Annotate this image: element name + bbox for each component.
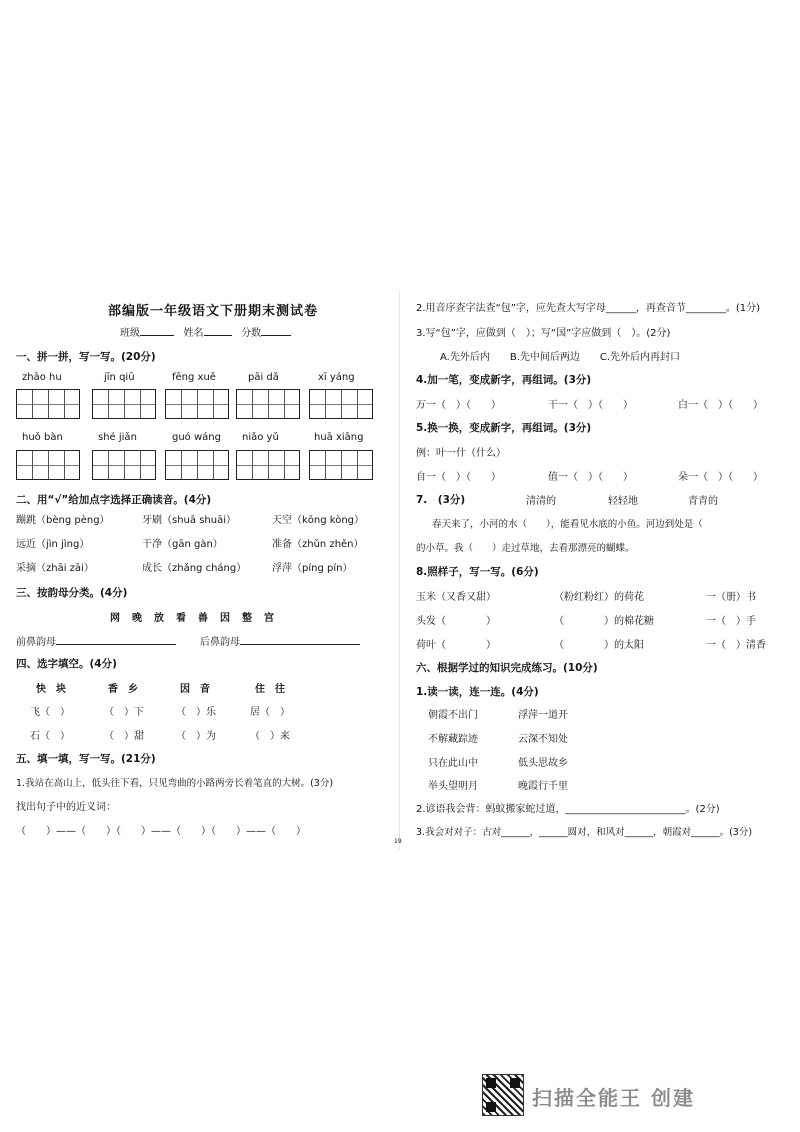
back-nasal-blank[interactable] [240, 634, 360, 645]
name-blank[interactable] [204, 325, 232, 336]
fill-item[interactable]: （ ）乐 [176, 707, 216, 718]
match-right[interactable]: 低头思故乡 [518, 758, 568, 769]
writing-box[interactable] [165, 450, 229, 480]
pinyin-6: huǒ bàn [22, 432, 63, 443]
pinyin-1: zhāo hu [22, 372, 62, 383]
pinyin-2: jīn qiū [104, 372, 135, 383]
fill-item[interactable]: （ ）下 [104, 707, 144, 718]
class-blank[interactable] [140, 325, 174, 336]
q7-sentence-2[interactable]: 的小草。我（ ）走过草地，去看那漂亮的蝴蝶。 [416, 543, 635, 554]
student-info [120, 324, 291, 339]
pinyin-8: guó wáng [172, 432, 221, 443]
s6-question-3[interactable]: 3.我会对对子：古对______，______圆对，和风对______，朝霞对______。(3分) [416, 827, 753, 838]
section-6-heading: 六、根据学过的知识完成练习。(10分) [416, 662, 598, 674]
section-1-heading: 一、拼一拼，写一写。(20分) [16, 351, 156, 363]
reading-option[interactable]: 蹦跳（bèng pèng） [16, 515, 110, 526]
q7-word: 轻轻地 [608, 496, 638, 507]
writing-box[interactable] [16, 389, 80, 419]
back-nasal-label: 后鼻韵母 [200, 637, 240, 648]
match-right[interactable]: 云深不知处 [518, 734, 568, 745]
fill-item[interactable]: 石（ ） [30, 731, 70, 742]
q8-cell: 一（册）书 [706, 592, 756, 603]
pinyin-3: fēng xuě [172, 372, 216, 383]
front-nasal-label: 前鼻韵母 [16, 637, 56, 648]
match-left[interactable]: 朝霞不出门 [428, 710, 478, 721]
writing-box[interactable] [165, 389, 229, 419]
match-right[interactable]: 晚霞行千里 [518, 781, 568, 792]
front-nasal-blank[interactable] [56, 634, 176, 645]
fill-item[interactable]: （ ）为 [176, 731, 216, 742]
q5-item[interactable]: 值一（ ）（ ） [548, 472, 633, 483]
pinyin-4: pāi dǎ [248, 372, 279, 383]
char-pair: 因 音 [180, 684, 210, 695]
reading-option[interactable]: 天空（kōng kòng） [272, 515, 365, 526]
section-5-heading: 五、填一填，写一写。(21分) [16, 753, 156, 765]
s5-question-1: 1.我站在高山上，低头往下看，只见弯曲的小路两旁长着笔直的大树。(3分) [16, 778, 334, 789]
qr-code [482, 1074, 524, 1116]
q5-item[interactable]: 朵一（ ）（ ） [678, 472, 763, 483]
synonym-blanks[interactable]: （ ）——（ ）（ ）——（ ）（ ）——（ ） [16, 826, 306, 837]
writing-box[interactable] [92, 389, 156, 419]
reading-option[interactable]: 干净（gān gàn） [142, 539, 223, 550]
reading-option[interactable]: 牙刷（shuā shuāi） [142, 515, 236, 526]
class-label: 班级 [120, 328, 140, 339]
q5-item[interactable]: 自一（ ）（ ） [416, 472, 501, 483]
match-left[interactable]: 不解藏踪迹 [428, 734, 478, 745]
fill-item[interactable]: （ ）来 [250, 731, 290, 742]
char-pair: 快 块 [36, 684, 66, 695]
q8-cell[interactable]: 一（ ）手 [706, 616, 756, 627]
q8-cell[interactable]: （ ）的太阳 [554, 640, 644, 651]
back-nasal-row [200, 633, 360, 648]
writing-box[interactable] [309, 450, 373, 480]
score-label: 分数 [241, 328, 262, 339]
q8-cell: 玉米（又香又甜） [416, 592, 496, 603]
q7-word: 青青的 [688, 496, 718, 507]
reading-option[interactable]: 采摘（zhāi zāi） [16, 563, 94, 574]
char-pair: 香 乡 [108, 684, 138, 695]
q7-word: 清清的 [526, 496, 556, 507]
reading-option[interactable]: 浮萍（píng pín） [272, 563, 353, 574]
q4-item[interactable]: 白一（ ）（ ） [678, 400, 763, 411]
q8-cell: （粉红粉红）的荷花 [554, 592, 644, 603]
score-blank[interactable] [261, 325, 291, 336]
q8-cell[interactable]: （ ）的棉花糖 [554, 616, 654, 627]
page-number: 19 [394, 838, 402, 845]
q8-cell[interactable]: 头发（ ） [416, 616, 496, 627]
match-left[interactable]: 只在此山中 [428, 758, 478, 769]
page-fold [399, 290, 400, 850]
q8: 8.照样子，写一写。(6分) [416, 566, 539, 578]
pinyin-9: niǎo yǔ [242, 432, 279, 443]
reading-option[interactable]: 准备（zhǔn zhěn） [272, 539, 364, 550]
q4: 4.加一笔，变成新字，再组词。(3分) [416, 374, 592, 386]
s5-question-1-prompt: 找出句子中的近义词： [16, 802, 116, 813]
section-4-heading: 四、选字填空。(4分) [16, 658, 117, 670]
match-right[interactable]: 浮萍一道开 [518, 710, 568, 721]
q5: 5.换一换，变成新字，再组词。(3分) [416, 422, 592, 434]
fill-item[interactable]: 居（ ） [250, 707, 290, 718]
q4-item[interactable]: 干一（ ）（ ） [548, 400, 633, 411]
q2: 2.用音序查字法查“包”字，应先查大写字母______，再查音节________。(1分) [416, 303, 761, 314]
front-nasal-row [16, 633, 176, 648]
q7-sentence-1[interactable]: 春天来了，小河的水（ ），能看见水底的小鱼。河边到处是（ [432, 519, 703, 530]
s6-question-2[interactable]: 2.谚语我会背：蚂蚁搬家蛇过道，________________________。(2分) [416, 804, 720, 815]
q5-example: 例：叶一什（什么） [416, 448, 506, 459]
reading-option[interactable]: 远近（jìn jìng） [16, 539, 90, 550]
name-label: 姓名 [183, 328, 204, 339]
match-left[interactable]: 举头望明月 [428, 781, 478, 792]
classify-words: 网 晚 放 看 兽 因 整 宫 [110, 613, 275, 624]
exam-title: 部编版一年级语文下册期末测试卷 [108, 304, 319, 319]
writing-box[interactable] [16, 450, 80, 480]
q4-item[interactable]: 万一（ ）（ ） [416, 400, 501, 411]
section-3-heading: 三、按韵母分类。(4分) [16, 587, 128, 599]
writing-box[interactable] [309, 389, 373, 419]
scanner-watermark: 扫描全能王 创建 [532, 1086, 695, 1110]
pinyin-7: shé jiǎn [98, 432, 137, 443]
writing-box[interactable] [236, 450, 300, 480]
writing-box[interactable] [92, 450, 156, 480]
q8-cell[interactable]: 荷叶（ ） [416, 640, 496, 651]
q7: 7. (3分) [416, 494, 466, 506]
char-pair: 住 往 [255, 684, 285, 695]
q8-cell[interactable]: 一（ ）清香 [706, 640, 766, 651]
fill-item[interactable]: （ ）甜 [104, 731, 144, 742]
writing-box[interactable] [236, 389, 300, 419]
section-2-heading: 二、用“√”给加点字选择正确读音。(4分) [16, 494, 212, 506]
s6-question-1: 1.读一读，连一连。(4分) [416, 686, 539, 698]
pinyin-5: xī yáng [318, 372, 355, 383]
q3: 3.写“包”字，应做到（ ）；写“国”字应做到（ ）。(2分) [416, 328, 671, 339]
pinyin-10: huā xiāng [314, 432, 364, 443]
reading-option[interactable]: 成长（zhǎng cháng） [142, 563, 247, 574]
fill-item[interactable]: 飞（ ） [30, 707, 70, 718]
q3-options: A.先外后内 B.先中间后两边 C.先外后内再封口 [440, 352, 681, 363]
